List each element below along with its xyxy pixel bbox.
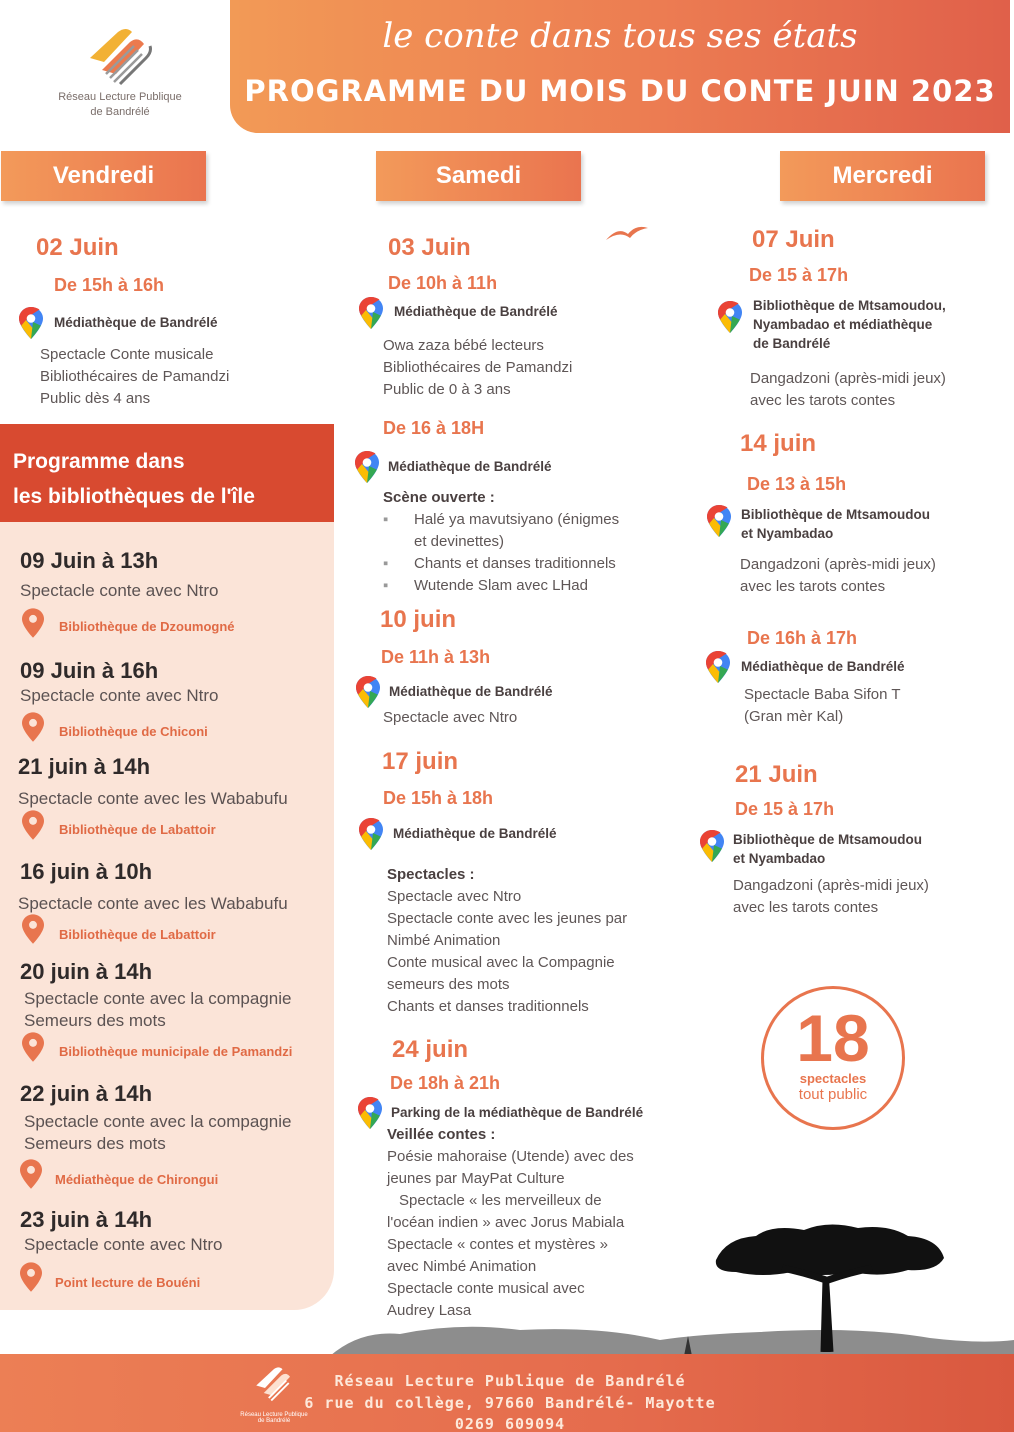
island-event-location: Médiathèque de Chirongui xyxy=(55,1172,219,1187)
map-pin-icon xyxy=(22,914,44,944)
tab-vendredi: Vendredi xyxy=(1,151,206,201)
map-pin-icon xyxy=(718,301,742,333)
island-event-desc: Spectacle conte avec les Wababufu xyxy=(18,894,288,913)
island-event-desc: Spectacle conte avec la compagnie Semeurs des mots xyxy=(24,989,292,1030)
island-event-date: 21 juin à 14h xyxy=(18,754,151,779)
map-pin-icon xyxy=(22,712,44,742)
map-pin-icon xyxy=(358,1097,382,1129)
map-pin-icon xyxy=(22,608,44,638)
event-heading: Spectacles : xyxy=(387,866,475,883)
event-description: Spectacle avec Ntro xyxy=(383,709,518,726)
book-logo-icon xyxy=(80,18,160,90)
island-event-location: Bibliothèque de Labattoir xyxy=(59,927,216,942)
event-date: 17 juin xyxy=(382,748,459,775)
island-event-location: Bibliothèque municipale de Pamandzi xyxy=(59,1044,293,1059)
island-program-heading: Programme dans les bibliothèques de l'île xyxy=(0,424,334,522)
island-event-desc: Spectacle conte avec Ntro xyxy=(20,686,219,705)
badge-number: 18 xyxy=(796,1001,870,1075)
event-location: Bibliothèque de Mtsamoudou, Nyambadao et médiathèque de Bandrélé xyxy=(753,298,946,351)
event-time: De 13 à 15h xyxy=(747,474,847,494)
footer-phone: 0269 609094 xyxy=(454,1415,566,1432)
island-event-desc: Spectacle conte avec Ntro xyxy=(24,1235,223,1254)
logo-text-line1: Réseau Lecture Publique xyxy=(58,91,182,103)
map-pin-icon xyxy=(22,1032,44,1062)
event-date: 21 Juin xyxy=(735,761,818,788)
logo-text-line2: de Bandrélé xyxy=(90,106,150,118)
event-time: De 16h à 17h xyxy=(747,628,858,648)
map-pin-icon xyxy=(356,676,380,708)
map-pin-icon xyxy=(707,505,731,537)
event-date: 03 Juin xyxy=(388,234,471,261)
map-pin-icon xyxy=(19,307,43,339)
event-location: Médiathèque de Bandrélé xyxy=(741,659,905,674)
event-date: 07 Juin xyxy=(752,226,835,253)
island-event-location: Bibliothèque de Dzoumogné xyxy=(59,619,235,634)
island-event-date: 22 juin à 14h xyxy=(20,1081,153,1106)
island-event-desc: Spectacle conte avec Ntro xyxy=(20,581,219,600)
map-pin-icon xyxy=(359,818,383,850)
event-time: De 15 à 17h xyxy=(735,799,835,819)
event-date: 10 juin xyxy=(380,606,457,633)
event-heading: Scène ouverte : xyxy=(383,489,495,506)
header-banner xyxy=(230,0,1010,133)
event-bullet-list: ▪ Halé ya mavutsiyano (énigmes et devinettes) ▪ Chants et danses traditionnels ▪ Wutende Slam avec LHad xyxy=(383,511,620,594)
event-time: De 10h à 11h xyxy=(388,273,498,293)
island-event-date: 20 juin à 14h xyxy=(20,959,153,984)
event-time: De 11h à 13h xyxy=(381,647,491,667)
island-event-date: 09 Juin à 16h xyxy=(20,658,159,683)
island-event-location: Bibliothèque de Chiconi xyxy=(59,724,208,739)
island-event-date: 23 juin à 14h xyxy=(20,1207,153,1232)
event-date: 02 Juin xyxy=(36,234,119,261)
badge-line1: spectacles xyxy=(799,1071,867,1086)
spectacles-count-badge xyxy=(761,986,905,1130)
event-location: Médiathèque de Bandrélé xyxy=(394,304,558,319)
tab-mercredi: Mercredi xyxy=(780,151,985,201)
event-date: 24 juin xyxy=(392,1036,469,1063)
island-event-location: Bibliothèque de Labattoir xyxy=(59,822,216,837)
island-event-date: 09 Juin à 13h xyxy=(20,548,159,573)
event-time: De 15h à 18h xyxy=(383,788,494,808)
map-pin-icon xyxy=(706,651,730,683)
footer-address: 6 rue du collège, 97660 Bandrélé- Mayotte xyxy=(304,1394,716,1412)
footer-logo-text: Réseau Lecture Publique de Bandrélé xyxy=(240,1412,308,1424)
map-pin-icon xyxy=(359,297,383,329)
map-pin-icon xyxy=(700,830,724,862)
banner-script-title: le conte dans tous ses états xyxy=(382,16,858,56)
event-description: Spectacle avec Ntro Spectacle conte avec les jeunes par Nimbé Animation Conte musical avec la Compagnie semeurs des mots Chants et danses traditionnels xyxy=(387,888,628,1015)
banner-title: PROGRAMME DU MOIS DU CONTE JUIN 2023 xyxy=(244,74,996,108)
island-event-desc: Spectacle conte avec la compagnie Semeurs des mots xyxy=(24,1112,292,1153)
island-event-date: 16 juin à 10h xyxy=(20,859,153,884)
event-description: Dangadzoni (après-midi jeux) avec les tarots contes xyxy=(750,370,946,409)
event-location: Médiathèque de Bandrélé xyxy=(393,826,557,841)
event-location: Médiathèque de Bandrélé xyxy=(54,315,218,330)
event-location: Médiathèque de Bandrélé xyxy=(388,459,552,474)
tab-samedi: Samedi xyxy=(376,151,581,201)
event-time: De 15 à 17h xyxy=(749,265,849,285)
event-location: Bibliothèque de Mtsamoudou et Nyambadao xyxy=(741,507,930,541)
event-description: Dangadzoni (après-midi jeux) avec les tarots contes xyxy=(733,877,929,916)
bird-icon xyxy=(606,224,648,242)
map-pin-icon xyxy=(22,810,44,840)
event-description: Owa zaza bébé lecteurs Bibliothécaires de Pamandzi Public de 0 à 3 ans xyxy=(383,337,573,398)
footer-org-name: Réseau Lecture Publique de Bandrélé xyxy=(334,1372,686,1390)
event-description: Spectacle Conte musicale Bibliothécaires de Pamandzi Public dès 4 ans xyxy=(40,346,230,407)
badge-line2: tout public xyxy=(798,1086,868,1103)
map-pin-icon xyxy=(355,451,379,483)
event-date: 14 juin xyxy=(740,430,817,457)
event-description: Spectacle Baba Sifon T (Gran mèr Kal) xyxy=(744,686,901,725)
island-event-location: Point lecture de Bouéni xyxy=(55,1275,201,1290)
event-description: Dangadzoni (après-midi jeux) avec les tarots contes xyxy=(740,556,936,595)
event-location: Médiathèque de Bandrélé xyxy=(389,684,553,699)
event-location: Bibliothèque de Mtsamoudou et Nyambadao xyxy=(733,832,922,866)
event-time: De 18h à 21h xyxy=(390,1073,501,1093)
event-heading: Veillée contes : xyxy=(387,1126,496,1143)
event-location: Parking de la médiathèque de Bandrélé xyxy=(391,1105,644,1120)
map-pin-icon xyxy=(20,1262,42,1292)
event-description: Poésie mahoraise (Utende) avec des jeunes par MayPat Culture Spectacle « les merveilleux de l'océan indien » avec Jorus Mabiala Spectacle « contes et mystères » avec Nimbé Animation Spectacle conte musical avec Audrey Lasa xyxy=(387,1148,634,1319)
event-time: De 16 à 18H xyxy=(383,418,485,438)
footer xyxy=(0,1354,1014,1432)
event-time: De 15h à 16h xyxy=(54,275,165,295)
acacia-tree-icon xyxy=(712,1220,948,1352)
map-pin-icon xyxy=(20,1159,42,1189)
logo xyxy=(40,18,200,120)
island-event-desc: Spectacle conte avec les Wababufu xyxy=(18,789,288,808)
